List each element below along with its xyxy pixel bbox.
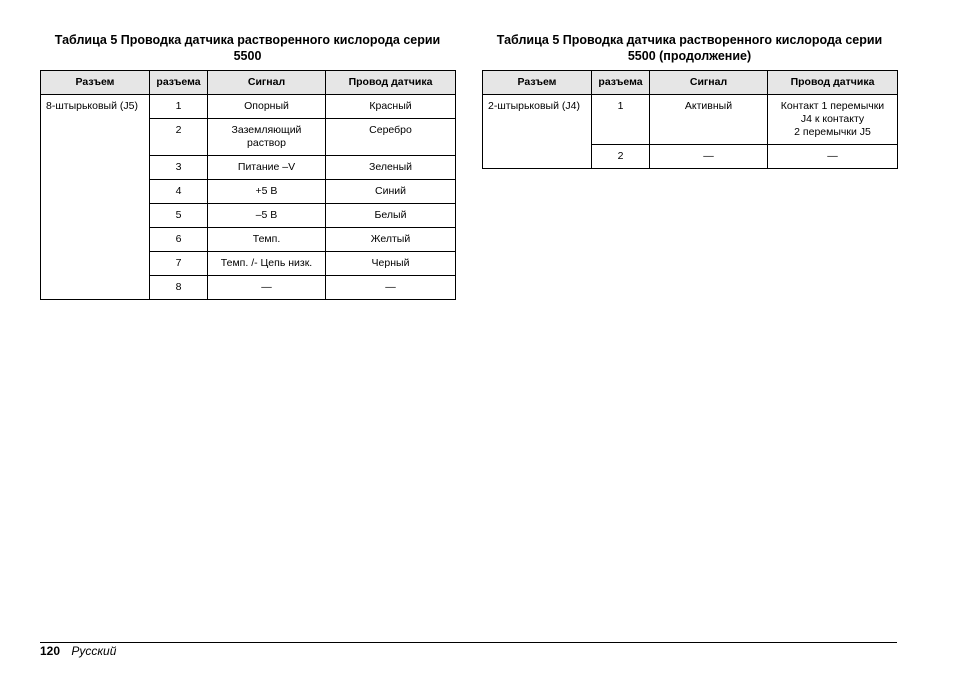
wire-cell: Контакт 1 перемычки J4 к контакту 2 перемычки J5 [768,95,898,145]
signal-cell: — [208,276,326,300]
wire-cell: Синий [326,180,456,204]
column-header-signal: Сигнал [208,71,326,95]
pin-cell: 3 [150,156,208,180]
connector-cell: 2-штырьковый (J4) [483,95,592,169]
pin-cell: 4 [150,180,208,204]
table-5-continued-block [482,32,897,169]
table-header-row [483,71,898,95]
column-header-pin: разъема [592,71,650,95]
page-footer [40,643,116,659]
table-caption: Таблица 5 Проводка датчика растворенного кислорода серии 5500 [54,33,441,63]
signal-cell: Опорный [208,95,326,119]
column-header-connector: Разъем [483,71,592,95]
table-5-block [40,32,455,300]
pin-cell: 1 [592,95,650,145]
pin-cell: 2 [150,119,208,156]
column-header-connector: Разъем [41,71,150,95]
wire-cell: Серебро [326,119,456,156]
wiring-table [40,70,456,300]
column-header-wire: Провод датчика [326,71,456,95]
wiring-table-continued [482,70,898,169]
pin-cell: 8 [150,276,208,300]
pin-cell: 1 [150,95,208,119]
wire-cell: — [326,276,456,300]
wire-cell: Желтый [326,228,456,252]
wire-cell: Красный [326,95,456,119]
table-caption: Таблица 5 Проводка датчика растворенного кислорода серии 5500 (продолжение) [496,33,883,63]
wire-cell: — [768,145,898,169]
signal-cell: — [650,145,768,169]
table-row [483,95,898,145]
signal-cell: Питание –V [208,156,326,180]
wire-cell: Белый [326,204,456,228]
footer-language: Русский [71,644,117,658]
pin-cell: 6 [150,228,208,252]
table-header-row [41,71,456,95]
page-number: 120 [40,644,61,658]
signal-cell: Темп. [208,228,326,252]
wire-cell: Зеленый [326,156,456,180]
column-header-pin: разъема [150,71,208,95]
signal-cell: Заземляющий раствор [208,119,326,156]
column-header-signal: Сигнал [650,71,768,95]
column-header-wire: Провод датчика [768,71,898,95]
signal-cell: –5 В [208,204,326,228]
footer-divider [40,642,897,643]
pin-cell: 7 [150,252,208,276]
signal-cell: Активный [650,95,768,145]
connector-cell: 8-штырьковый (J5) [41,95,150,300]
wire-cell: Черный [326,252,456,276]
signal-cell: Темп. /- Цепь низк. [208,252,326,276]
pin-cell: 2 [592,145,650,169]
table-row [41,95,456,119]
pin-cell: 5 [150,204,208,228]
signal-cell: +5 В [208,180,326,204]
